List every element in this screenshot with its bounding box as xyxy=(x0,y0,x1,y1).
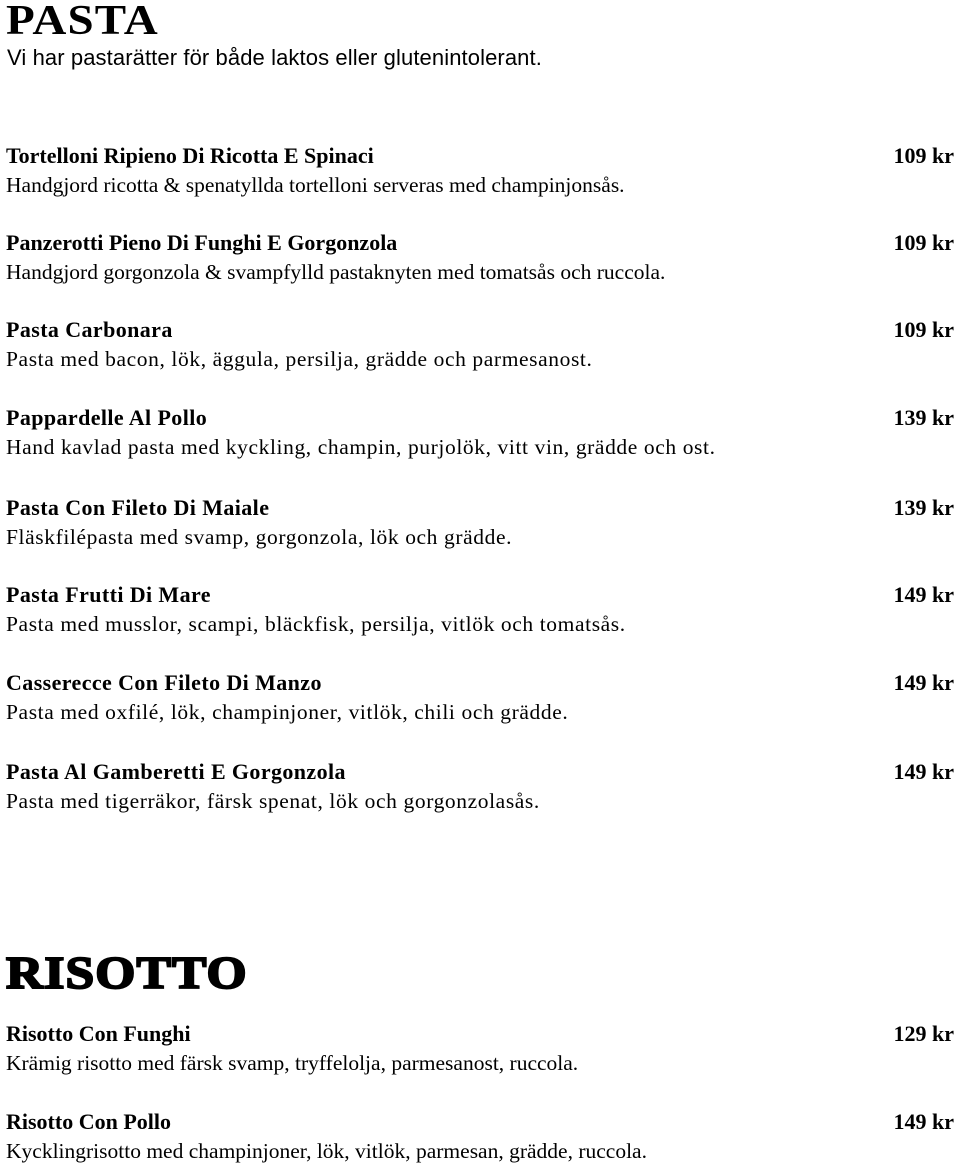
pasta-section-title: PASTA xyxy=(6,0,159,44)
item-price: 149 kr xyxy=(893,1109,954,1134)
item-price: 149 kr xyxy=(893,670,954,695)
item-name: Risotto Con Pollo xyxy=(6,1109,171,1134)
item-description: Krämig risotto med färsk svamp, tryffelolja, parmesanost, ruccola. xyxy=(6,1051,579,1075)
item-name: Pasta Con Fileto Di Maiale xyxy=(6,495,270,520)
item-name: Pasta Carbonara xyxy=(6,317,173,342)
item-price: 149 kr xyxy=(893,759,954,784)
item-price: 149 kr xyxy=(893,582,954,607)
item-name: Risotto Con Funghi xyxy=(6,1021,191,1046)
item-description: Handgjord gorgonzola & svampfylld pastaknyten med tomatsås och ruccola. xyxy=(6,260,666,284)
item-name: Panzerotti Pieno Di Funghi E Gorgonzola xyxy=(6,230,398,255)
item-price: 109 kr xyxy=(893,143,954,168)
item-description: Kycklingrisotto med champinjoner, lök, vitlök, parmesan, grädde, ruccola. xyxy=(6,1139,647,1163)
item-name: Tortelloni Ripieno Di Ricotta E Spinaci xyxy=(6,143,374,168)
item-description: Hand kavlad pasta med kyckling, champin, purjolök, vitt vin, grädde och ost. xyxy=(6,435,716,459)
item-price: 129 kr xyxy=(893,1021,954,1046)
item-description: Pasta med musslor, scampi, bläckfisk, persilja, vitlök och tomatsås. xyxy=(6,612,626,636)
item-name: Pasta Frutti Di Mare xyxy=(6,582,211,607)
item-description: Pasta med tigerräkor, färsk spenat, lök och gorgonzolasås. xyxy=(6,789,540,813)
item-name: Casserecce Con Fileto Di Manzo xyxy=(6,670,322,695)
item-price: 109 kr xyxy=(893,230,954,255)
risotto-section-title: RISOTTO xyxy=(6,947,248,998)
item-description: Pasta med bacon, lök, äggula, persilja, grädde och parmesanost. xyxy=(6,347,593,371)
item-name: Pappardelle Al Pollo xyxy=(6,405,208,430)
item-description: Pasta med oxfilé, lök, champinjoner, vitlök, chili och grädde. xyxy=(6,700,569,724)
item-price: 139 kr xyxy=(893,495,954,520)
item-price: 139 kr xyxy=(893,405,954,430)
item-description: Handgjord ricotta & spenatyllda tortelloni serveras med champinjonsås. xyxy=(6,173,625,197)
item-price: 109 kr xyxy=(893,317,954,342)
pasta-subtitle: Vi har pastarätter för både laktos eller glutenintolerant. xyxy=(7,45,542,70)
item-name: Pasta Al Gamberetti E Gorgonzola xyxy=(6,759,346,784)
item-description: Fläskfilépasta med svamp, gorgonzola, lök och grädde. xyxy=(6,525,513,549)
